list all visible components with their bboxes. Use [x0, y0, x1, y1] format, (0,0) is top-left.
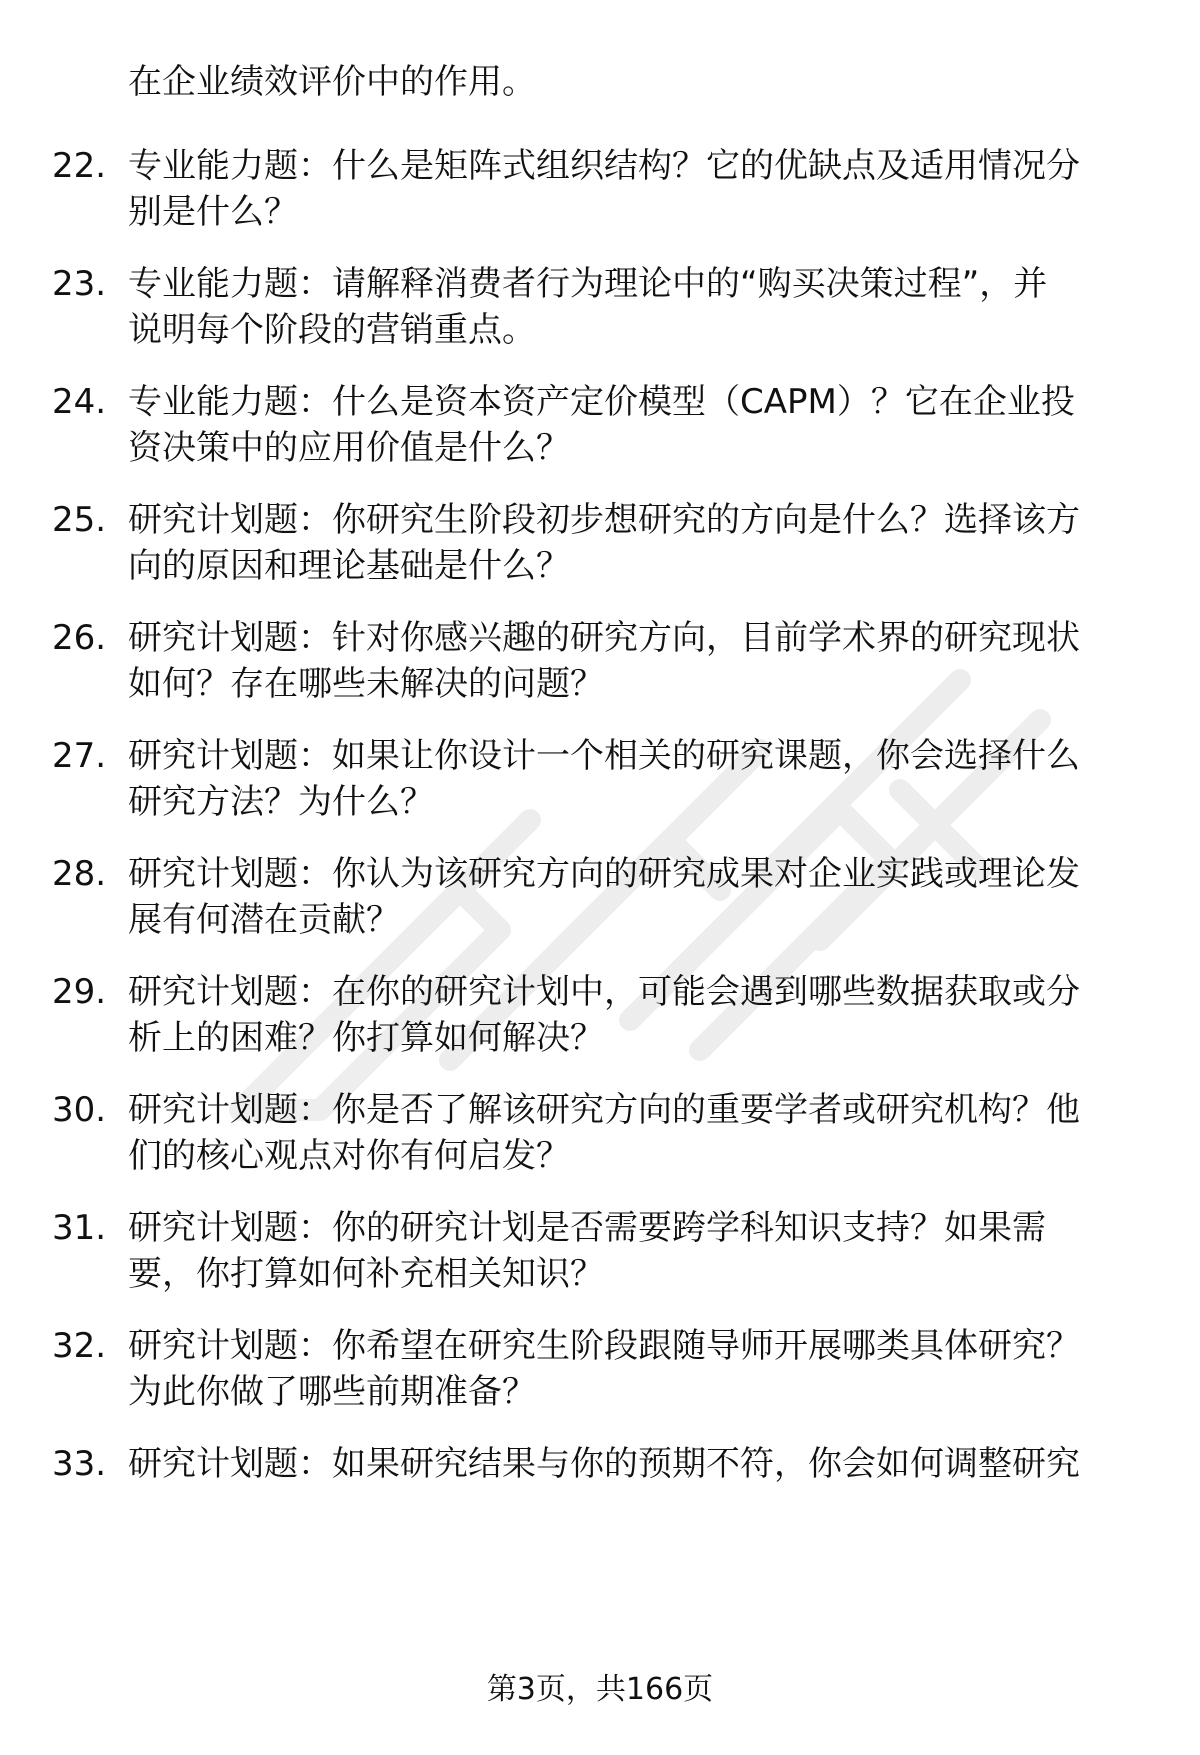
question-32: [0, 1322, 1200, 1432]
question-29: [0, 968, 1200, 1078]
question-number: 22.: [52, 146, 107, 186]
question-text-line-1: 研究计划题：如果研究结果与你的预期不符，你会如何调整研究: [128, 1444, 1080, 1484]
question-text-line-1: 研究计划题：你认为该研究方向的研究成果对企业实践或理论发: [128, 854, 1080, 894]
question-number: 30.: [52, 1090, 107, 1130]
question-text-line-1: 专业能力题：什么是矩阵式组织结构？它的优缺点及适用情况分: [128, 146, 1080, 186]
question-number: 29.: [52, 972, 107, 1012]
question-text-line-1: 研究计划题：如果让你设计一个相关的研究课题，你会选择什么: [128, 736, 1080, 776]
question-text-line-1: 专业能力题：请解释消费者行为理论中的“购买决策过程”，并: [128, 264, 1048, 304]
question-text-line-1: 研究计划题：针对你感兴趣的研究方向，目前学术界的研究现状: [128, 618, 1080, 658]
question-number: 25.: [52, 500, 107, 540]
question-text-line-1: 研究计划题：在你的研究计划中，可能会遇到哪些数据获取或分: [128, 972, 1080, 1012]
question-22: [0, 142, 1200, 252]
question-number: 32.: [52, 1326, 107, 1366]
question-text-line-2: 要，你打算如何补充相关知识？: [128, 1254, 604, 1294]
question-23: [0, 260, 1200, 370]
question-number: 24.: [52, 382, 107, 422]
question-text-line-1: 研究计划题：你的研究计划是否需要跨学科知识支持？如果需: [128, 1208, 1046, 1248]
question-text-line-2: 研究方法？为什么？: [128, 782, 434, 822]
question-27: [0, 732, 1200, 842]
question-text-line-1: 专业能力题：什么是资本资产定价模型（CAPM）？它在企业投: [128, 382, 1075, 422]
question-text-line-2: 析上的困难？你打算如何解决？: [128, 1018, 604, 1058]
question-28: [0, 850, 1200, 960]
question-text-line-2: 展有何潜在贡献？: [128, 900, 400, 940]
question-text-line-2: 如何？存在哪些未解决的问题？: [128, 664, 604, 704]
question-number: 23.: [52, 264, 107, 304]
question-number: 33.: [52, 1444, 107, 1484]
question-26: [0, 614, 1200, 724]
question-number: 31.: [52, 1208, 107, 1248]
question-number: 28.: [52, 854, 107, 894]
question-text-line-2: 为此你做了哪些前期准备？: [128, 1372, 536, 1412]
question-text-line-1: 研究计划题：你研究生阶段初步想研究的方向是什么？选择该方: [128, 500, 1080, 540]
question-31: [0, 1204, 1200, 1314]
question-number: 26.: [52, 618, 107, 658]
question-30: [0, 1086, 1200, 1196]
question-text-line-2: 资决策中的应用价值是什么？: [128, 428, 570, 468]
question-text-line-1: 研究计划题：你希望在研究生阶段跟随导师开展哪类具体研究？: [128, 1326, 1080, 1366]
question-text-line-2: 们的核心观点对你有何启发？: [128, 1136, 570, 1176]
question-33: [0, 1440, 1200, 1550]
question-text-line-2: 别是什么？: [128, 192, 298, 232]
page-number-footer: 第3页，共166页: [486, 1672, 714, 1707]
question-number: 27.: [52, 736, 107, 776]
question-text-line-1: 研究计划题：你是否了解该研究方向的重要学者或研究机构？他: [128, 1090, 1080, 1130]
question-text-line-2: 向的原因和理论基础是什么？: [128, 546, 570, 586]
question-24: [0, 378, 1200, 488]
question-25: [0, 496, 1200, 606]
question-text-line-2: 说明每个阶段的营销重点。: [128, 310, 536, 350]
continued-question-text: 在企业绩效评价中的作用。: [128, 62, 536, 102]
